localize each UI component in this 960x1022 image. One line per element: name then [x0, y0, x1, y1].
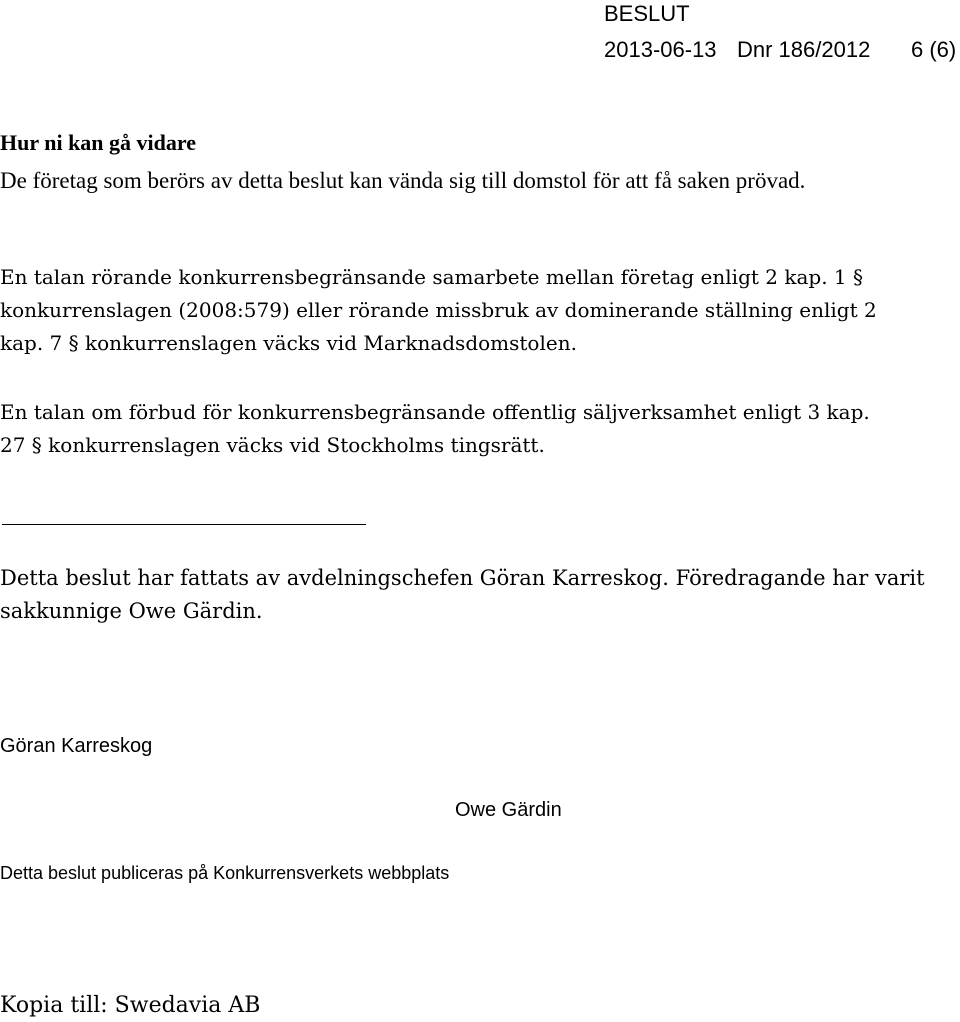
document-type: BESLUT	[604, 1, 690, 26]
section-divider	[2, 524, 366, 525]
decision-paragraph: Detta beslut har fattats av avdelningschefen Göran Karreskog. Föredragande har varit sakkunnige Owe Gärdin.	[0, 566, 925, 623]
case-number: Dnr 186/2012	[737, 37, 871, 62]
copy-recipient: Kopia till: Swedavia AB	[0, 993, 261, 1018]
publication-note: Detta beslut publiceras på Konkurrensverkets webbplats	[0, 863, 450, 883]
page-number: 6 (6)	[911, 37, 957, 62]
district-court-paragraph: En talan om förbud för konkurrensbegränsande offentlig säljverksamhet enligt 3 kap. 27 § konkurrenslagen väcks vid Stockholms tingsrätt.	[0, 400, 870, 457]
signature-decision-maker: Göran Karreskog	[0, 735, 153, 757]
market-court-paragraph: En talan rörande konkurrensbegränsande samarbete mellan företag enligt 2 kap. 1 § konkurrenslagen (2008:579) eller rörande missbruk av dominerande ställning enligt 2 kap. 7 § konkurrenslagen väcks vid Marknadsdomstolen.	[0, 265, 877, 355]
decision-date: 2013-06-13	[604, 37, 717, 62]
signature-rapporteur: Owe Gärdin	[455, 799, 562, 821]
appeal-heading: Hur ni kan gå vidare	[0, 130, 197, 155]
appeal-text: De företag som berörs av detta beslut kan vända sig till domstol för att få saken prövad.	[0, 168, 806, 193]
